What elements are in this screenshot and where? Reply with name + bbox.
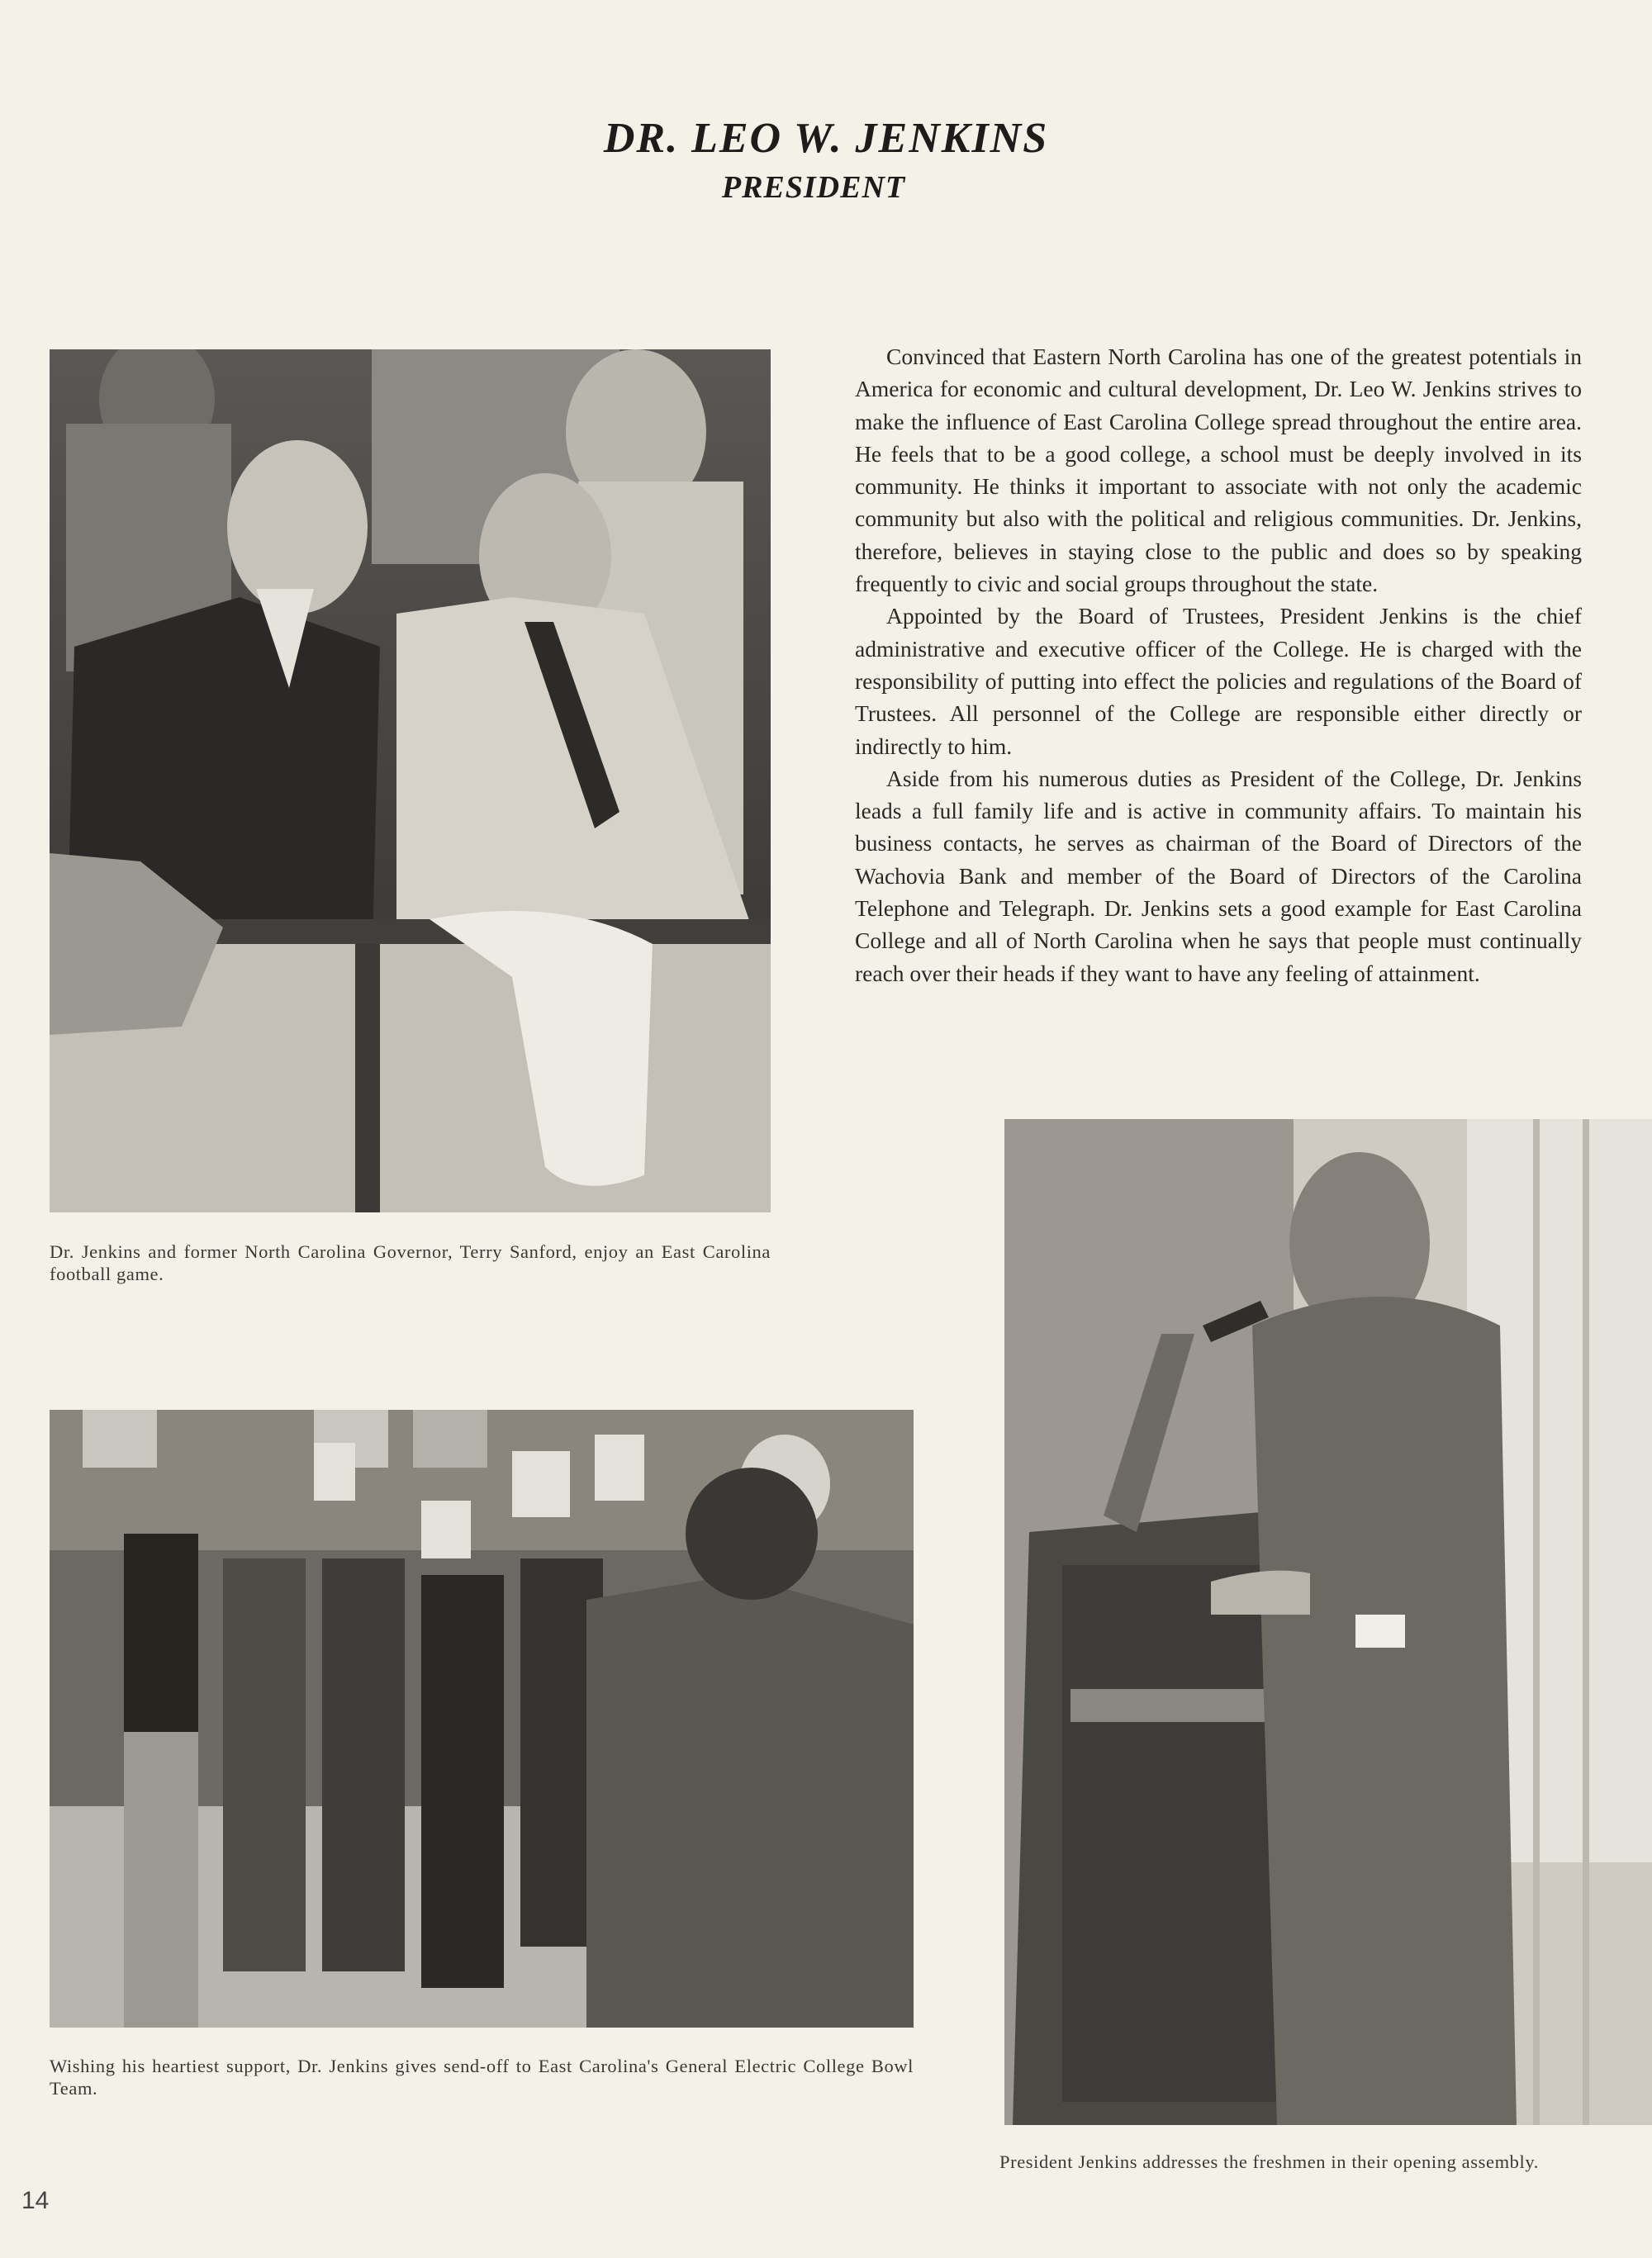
photo-football-game — [50, 349, 771, 1212]
photo-freshmen-assembly — [1004, 1119, 1652, 2125]
photo-college-bowl-sendoff — [50, 1410, 914, 2028]
page-title: DR. LEO W. JENKINS — [603, 115, 1049, 162]
photo-caption-football: Dr. Jenkins and former North Carolina Governor, Terry Sanford, enjoy an East Carolina football game. — [50, 1241, 771, 1284]
article-paragraph: Aside from his numerous duties as President of the College, Dr. Jenkins leads a full family life and is active in community affairs. To maintain his business contacts, he serves as chairman of the Board of Directors of the Wachovia Bank and member of the Board of Directors of the Carolina Telephone and Telegraph. Dr. Jenkins sets a good example for East Carolina College and all of North Carolina when he says that people must continually reach over their heads if they want to have any feeling of attainment. — [855, 765, 1582, 986]
article-paragraph: Convinced that Eastern North Carolina has one of the greatest potentials in America for economic and cultural development, Dr. Leo W. Jenkins strives to make the influence of East Carolina College spread throughout the entire area. He feels that to be a good college, a school must be deeply involved in its community. He thinks it important to associate with not only the academic community but also with the political and religious communities. Dr. Jenkins, therefore, believes in staying close to the public and does so by speaking frequently to civic and social groups throughout the state. — [855, 344, 1582, 597]
page-number: 14 — [21, 2187, 50, 2214]
photo-caption-freshmen: President Jenkins addresses the freshmen in their opening assembly. — [999, 2151, 1539, 2172]
page-subtitle: PRESIDENT — [721, 170, 906, 205]
article-body — [855, 340, 1582, 989]
article-paragraph: Appointed by the Board of Trustees, President Jenkins is the chief administrative and executive officer of the College. He is charged with the responsibility of putting into effect the policies and regulations of the Board of Trustees. All personnel of the College are responsible either directly or indirectly to him. — [855, 603, 1582, 759]
photo-caption-college-bowl: Wishing his heartiest support, Dr. Jenkins gives send-off to East Carolina's General Electric College Bowl Team. — [50, 2056, 914, 2099]
